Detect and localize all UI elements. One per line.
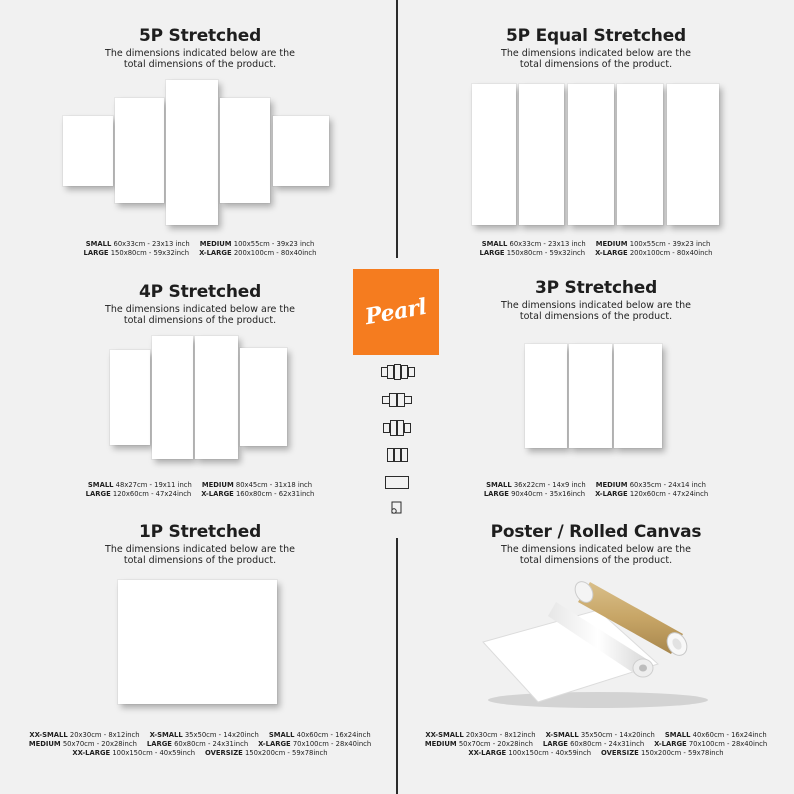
logo-text: Pearl xyxy=(363,293,429,331)
poster-roll-icon xyxy=(390,500,404,514)
5p-stretched-icon xyxy=(381,364,415,380)
size-item: X-SMALL 35x50cm - 14x20inch xyxy=(149,731,259,739)
canvas-panel-3 xyxy=(568,84,614,225)
size-item: X-LARGE 120x60cm - 47x24inch xyxy=(595,490,709,498)
product-type-icons xyxy=(373,360,421,520)
size-item: SMALL 60x33cm - 23x13 inch xyxy=(481,240,586,248)
canvas-panel-2 xyxy=(152,336,193,459)
size-item: LARGE 150x80cm - 59x32inch xyxy=(83,249,190,257)
panel-title: 3P Stretched xyxy=(534,278,658,298)
size-item: LARGE 120x60cm - 47x24inch xyxy=(85,490,192,498)
1p-stretched-icon xyxy=(385,476,409,489)
panel-title: 5P Stretched xyxy=(138,26,262,46)
canvas-panel-4 xyxy=(220,98,270,203)
size-item: MEDIUM 60x35cm - 24x14 inch xyxy=(595,481,706,489)
panel-5p-stretched xyxy=(40,26,360,70)
size-item: XX-SMALL 20x30cm - 8x12inch xyxy=(425,731,536,739)
panel-5p-equal-stretched xyxy=(436,26,756,70)
3p-stretched-icon xyxy=(387,448,408,462)
pearl-logo xyxy=(353,269,439,355)
canvas-panel-2 xyxy=(115,98,164,203)
canvas-panel-2 xyxy=(519,84,564,225)
canvas-panel-2 xyxy=(569,344,612,448)
size-list-4p-stretched xyxy=(60,481,340,499)
size-item: OVERSIZE 150x200cm - 59x78inch xyxy=(601,749,724,757)
size-list-5p-equal-stretched xyxy=(456,240,736,258)
poster-roll-illustration xyxy=(478,572,718,712)
panel-subtitle-line1: The dimensions indicated below are the xyxy=(105,304,295,315)
size-item: MEDIUM 100x55cm - 39x23 inch xyxy=(199,240,315,248)
canvas-panel-4 xyxy=(617,84,663,225)
size-list-5p-stretched xyxy=(60,240,340,258)
size-list-3p-stretched xyxy=(456,481,736,499)
panel-subtitle-line1: The dimensions indicated below are the xyxy=(105,48,295,59)
size-item: OVERSIZE 150x200cm - 59x78inch xyxy=(205,749,328,757)
size-item: LARGE 60x80cm - 24x31inch xyxy=(146,740,249,748)
canvas-panel-3 xyxy=(166,80,218,225)
size-item: X-SMALL 35x50cm - 14x20inch xyxy=(545,731,655,739)
panel-subtitle-line2: total dimensions of the product. xyxy=(519,311,673,322)
canvas-panel-1 xyxy=(110,350,150,445)
panel-title: 1P Stretched xyxy=(138,522,262,542)
panel-4p-stretched xyxy=(40,282,360,326)
panel-title: 5P Equal Stretched xyxy=(506,26,686,46)
size-item: XX-SMALL 20x30cm - 8x12inch xyxy=(29,731,140,739)
center-divider-bottom xyxy=(396,538,398,794)
size-item: MEDIUM 80x45cm - 31x18 inch xyxy=(201,481,313,489)
size-item: MEDIUM 50x70cm - 20x28inch xyxy=(28,740,137,748)
size-item: X-LARGE 70x100cm - 28x40inch xyxy=(258,740,372,748)
size-item: MEDIUM 100x55cm - 39x23 inch xyxy=(595,240,711,248)
size-item: SMALL 36x22cm - 14x9 inch xyxy=(486,481,586,489)
size-item: SMALL 40x60cm - 16x24inch xyxy=(664,731,767,739)
panel-subtitle-line2: total dimensions of the product. xyxy=(123,555,277,566)
panel-subtitle-line2: total dimensions of the product. xyxy=(519,555,673,566)
center-divider-top xyxy=(396,0,398,258)
panel-subtitle-line1: The dimensions indicated below are the xyxy=(501,300,691,311)
canvas-single xyxy=(118,580,277,704)
4p-stretched-icon xyxy=(382,392,412,408)
size-item: X-LARGE 70x100cm - 28x40inch xyxy=(654,740,768,748)
canvas-panel-4 xyxy=(240,348,287,446)
canvas-panel-1 xyxy=(525,344,567,448)
size-item: XX-LARGE 100x150cm - 40x59inch xyxy=(468,749,592,757)
size-item: XX-LARGE 100x150cm - 40x59inch xyxy=(72,749,196,757)
4p-stretched-alt-icon xyxy=(383,420,411,436)
panel-title: 4P Stretched xyxy=(138,282,262,302)
canvas-panel-5 xyxy=(273,116,329,186)
size-item: SMALL 48x27cm - 19x11 inch xyxy=(87,481,192,489)
size-item: SMALL 40x60cm - 16x24inch xyxy=(268,731,371,739)
panel-subtitle-line2: total dimensions of the product. xyxy=(123,59,277,70)
size-list-poster-rolled-canvas xyxy=(426,731,766,758)
canvas-panel-3 xyxy=(195,336,238,459)
size-item: X-LARGE 160x80cm - 62x31inch xyxy=(201,490,315,498)
panel-poster-rolled-canvas xyxy=(436,522,756,566)
panel-1p-stretched xyxy=(40,522,360,566)
panel-3p-stretched xyxy=(436,278,756,322)
panel-subtitle-line1: The dimensions indicated below are the xyxy=(105,544,295,555)
canvas-panel-1 xyxy=(63,116,113,186)
size-item: SMALL 60x33cm - 23x13 inch xyxy=(85,240,190,248)
canvas-panel-1 xyxy=(472,84,516,225)
size-list-1p-stretched xyxy=(30,731,370,758)
size-item: LARGE 60x80cm - 24x31inch xyxy=(542,740,645,748)
panel-subtitle-line2: total dimensions of the product. xyxy=(123,315,277,326)
canvas-panel-3 xyxy=(614,344,662,448)
panel-subtitle-line2: total dimensions of the product. xyxy=(519,59,673,70)
size-item: X-LARGE 200x100cm - 80x40inch xyxy=(595,249,713,257)
canvas-panel-5 xyxy=(667,84,719,225)
panel-title: Poster / Rolled Canvas xyxy=(490,522,702,542)
panel-subtitle-line1: The dimensions indicated below are the xyxy=(501,48,691,59)
panel-subtitle-line1: The dimensions indicated below are the xyxy=(501,544,691,555)
size-item: MEDIUM 50x70cm - 20x28inch xyxy=(424,740,533,748)
size-item: LARGE 150x80cm - 59x32inch xyxy=(479,249,586,257)
size-item: LARGE 90x40cm - 35x16inch xyxy=(483,490,586,498)
size-item: X-LARGE 200x100cm - 80x40inch xyxy=(199,249,317,257)
